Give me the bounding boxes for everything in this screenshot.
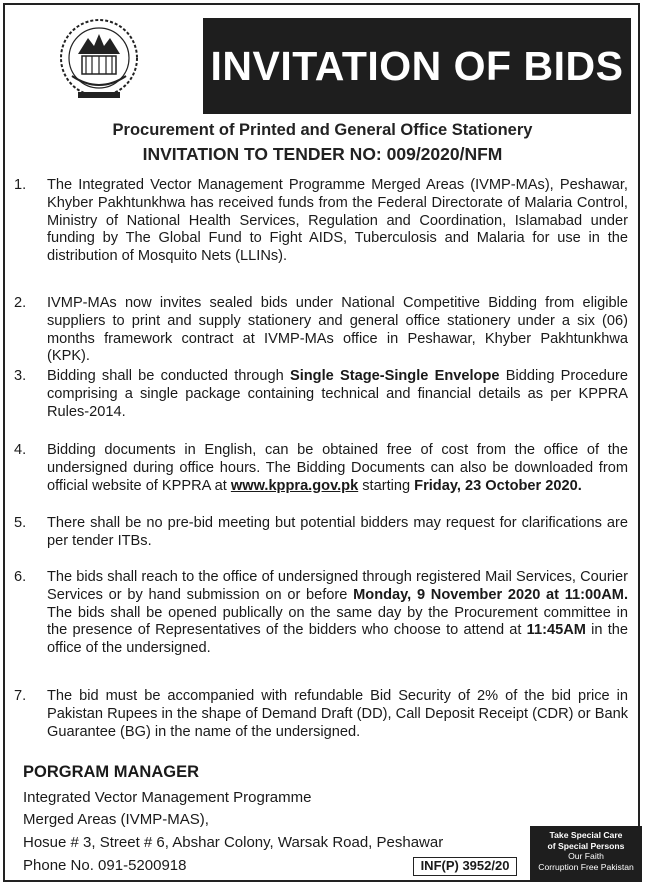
phone-number: Phone No. 091-5200918: [23, 857, 187, 874]
item-text: The bid must be accompanied with refundable Bid Security of 2% of the bid price in Pakistan Rupees in the shape of Demand Draft (DD), Call Deposit Receipt (CDR) or Bank Guarantee (BG) in the name of the undersigned.: [47, 688, 628, 740]
address-line: Hosue # 3, Street # 6, Abshar Colony, Warsak Road, Peshawar: [23, 834, 444, 851]
list-item: [14, 688, 628, 741]
inf-code-box: INF(P) 3952/20: [413, 857, 517, 876]
address-line: Integrated Vector Management Programme: [23, 789, 312, 806]
item-text: The Integrated Vector Management Programme Merged Areas (IVMP-MAs), Peshawar, Khyber Pakhtunkhwa has received funds from the Federal Directorate of Malaria Control, Ministry of National Health Services, Regulation and Coordination, Islamabad under funding by The Global Fund to Fight AIDS, Tuberculosis and Malaria for use in the distribution of Mosquito Nets (LLINs).: [47, 177, 628, 265]
item-number: 3.: [14, 368, 27, 384]
item-text: There shall be no pre-bid meeting but potential bidders may request for clarifications are per tender ITBs.: [47, 515, 628, 549]
item-number: 6.: [14, 569, 27, 585]
address-line: Merged Areas (IVMP-MAS),: [23, 811, 209, 828]
item-text: Bidding shall be conducted through Single Stage-Single Envelope Bidding Procedure comprising a single package containing technical and financial details as per KPPRA Rules-2014.: [47, 368, 629, 420]
list-item: [14, 569, 628, 658]
signatory-title: PORGRAM MANAGER: [23, 763, 199, 781]
list-item: [14, 177, 628, 266]
procurement-heading: Procurement of Printed and General Office Stationery: [112, 121, 533, 139]
item-text: The bids shall reach to the office of undersigned through registered Mail Services, Courier Services or by hand submission on or before Monday, 9 November 2020 at 11:00AM. The bids shall be opened publically on the same day by the Procurement committee in the presence of Representatives of the bidders who choose to attend at 11:45AM in the office of the undersigned.: [47, 569, 629, 657]
take-care-badge: Take Special Care of Special Persons Our Faith Corruption Free Pakistan: [530, 826, 642, 882]
item-number: 4.: [14, 442, 27, 458]
page-title: INVITATION OF BIDS: [203, 18, 631, 114]
kppra-website-link[interactable]: www.kppra.gov.pk: [230, 477, 359, 494]
list-item: [14, 368, 628, 421]
item-text: IVMP-MAs now invites sealed bids under National Competitive Bidding from eligible suppliers to print and supply stationery and general office stationery under a six (06) months framework contract at IVMP-MAs office in Peshawar, Khyber Pakhtunkhwa (KPK).: [47, 295, 628, 365]
item-text: Bidding documents in English, can be obtained free of cost from the office of the undersigned during office hours. The Bidding Documents can also be downloaded from official website of KPPRA at www.kppra.gov.pk starting Friday, 23 October 2020.: [47, 442, 628, 494]
list-item: [14, 295, 628, 366]
government-emblem-icon: [58, 14, 140, 108]
list-item: [14, 442, 628, 495]
item-number: 5.: [14, 515, 27, 531]
item-number: 2.: [14, 295, 27, 311]
tender-number: INVITATION TO TENDER NO: 009/2020/NFM: [142, 144, 503, 164]
item-number: 7.: [14, 688, 27, 704]
item-number: 1.: [14, 177, 27, 193]
list-item: [14, 515, 628, 551]
